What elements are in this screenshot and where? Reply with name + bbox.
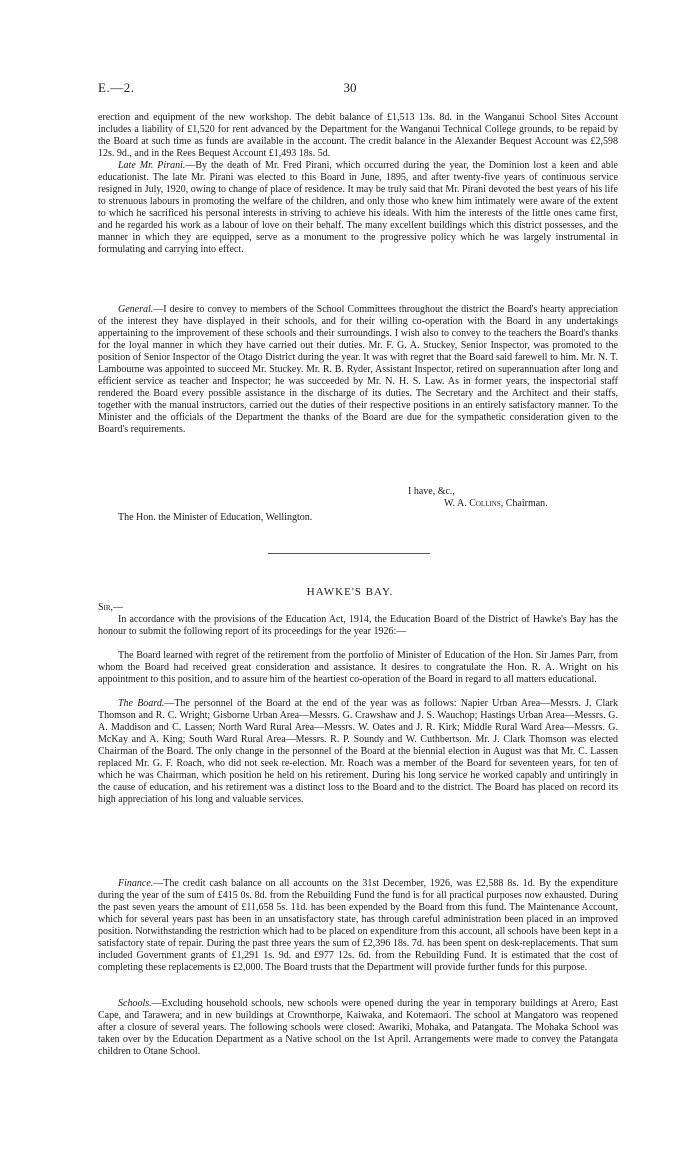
section-divider — [268, 553, 430, 554]
report-reference: E.—2. — [98, 80, 135, 95]
signatory-title: , Chairman. — [500, 498, 548, 509]
paragraph-finance — [98, 878, 618, 974]
paragraph-heading: Finance. — [118, 878, 154, 889]
paragraph-text: —Excluding household schools, new schools were opened during the year in temporary buildings at Arero, East Cape, and Tarawera; and in new buildings at Crownthorpe, Kaiwaka, and Kotemaori. The school at Mangatoro was reopened after a closure of several years. The following schools were closed: Awariki, Mohaka, and Patangata. The Mohaka School was taken over by the Education Department as a Native school on the 1st April. Arrangements were made to convey the Patangata children to Otane School. — [98, 998, 618, 1057]
signature — [444, 498, 548, 510]
paragraph-general — [98, 304, 618, 436]
signatory-name: W. A. Collins — [444, 498, 501, 509]
paragraph-late-mr-pirani — [98, 160, 618, 256]
paragraph-text: —By the death of Mr. Fred Pirani, which occurred during the year, the Dominion lost a keen and able educationist. The late Mr. Pirani was elected to this Board in June, 1895, and after twenty-five years of continuous service resigned in July, 1920, owing to change of place of residence. It may be truly said that Mr. Pirani devoted the best years of his life to strenuous labours in promoting the welfare of the children, and only those who knew him intimately were aware of the extent to which he sacrificed his personal interests in striving to achieve his ideals. With him the interests of the little ones came first, and he regarded his work as a labour of love on their behalf. The many excellent buildings which this district possesses, and the manner in which they are equipped, serve as a monument to the progressive policy which he was largely instrumental in formulating and carrying into effect. — [98, 160, 618, 255]
paragraph-wanganui-accounts: erection and equipment of the new workshop. The debit balance of £1,513 13s. 8d. in the Wanganui School Sites Account includes a liability of £1,520 for rent advanced by the Department for the Wanganui Technical College grounds, to be repaid by the Board at such time as funds are available in the account. The credit balance in the Alexander Bequest Account was £2,598 12s. 9d., and in the Rees Bequest Account £1,493 18s. 5d. — [98, 112, 618, 159]
paragraph-the-board — [98, 698, 618, 806]
addressee-line: The Hon. the Minister of Education, Wellington. — [118, 512, 313, 523]
paragraph-heading: Schools. — [118, 998, 152, 1009]
section-title: HAWKE'S BAY. — [306, 586, 394, 598]
paragraph-schools — [98, 998, 618, 1058]
closing-line: I have, &c., — [408, 486, 455, 497]
page-number: 30 — [343, 80, 357, 95]
paragraph-text: —The personnel of the Board at the end of the year was as follows: Napier Urban Area—Messrs. J. Clark Thomson and R. C. Wright; Gisborne Urban Area—Messrs. G. Crawshaw and J. S. Wauchop; Hastings Urban Area—Messrs. G. A. Maddison and C. Lassen; North Ward Rural Area—Messrs. W. Oates and J. R. Kirk; Middle Rural Ward Area—Messrs. G. McKay and A. King; South Ward Rural Area—Messrs. R. P. Soundy and W. Cuthbertson. Mr. J. Clark Thomson was elected Chairman of the Board. The only change in the personnel of the Board at the biennial election in August was that Mr. C. Lassen replaced Mr. G. F. Roach, who did not seek re-election. Mr. Roach was a member of the Board for seventeen years, for ten of which he was Chairman, which position he held on his retirement. During his long service he worked capably and untiringly in the cause of education, and his retirement was a distinct loss to the Board and to the district. The Board has placed on record its high appreciation of his long and valuable services. — [98, 698, 618, 805]
paragraph-heading: The Board. — [118, 698, 165, 709]
paragraph-heading: General. — [118, 304, 154, 315]
paragraph-text: —I desire to convey to members of the School Committees throughout the district the Board's hearty appreciation of the interest they have displayed in their schools, and for their willing co-operation with the Board in any undertakings appertaining to the improvement of these schools and their surroundings. I wish also to convey to the teachers the Board's thanks for the loyal manner in which they have carried out their duties. Mr. F. G. A. Stuckey, Senior Inspector, was promoted to the position of Senior Inspector of the Otago District during the year. It was with regret that the Board said farewell to him. Mr. N. T. Lambourne was appointed to succeed Mr. Stuckey. Mr. R. B. Ryder, Assistant Inspector, retired on superannuation after long and efficient service as teacher and Inspector; he was succeeded by Mr. N. H. S. Law. As in former years, the inspectorial staff rendered the Board every possible assistance in the discharge of its duties. The Secretary and the Architect and their staffs, together with the manual instructors, carried out the duties of their respective positions in an entirely satisfactory manner. To the Minister and the officials of the Department the thanks of the Board are due for the sympathetic consideration given to the Board's requirements. — [98, 304, 618, 435]
paragraph-introduction: In accordance with the provisions of the Education Act, 1914, the Education Board of the District of Hawke's Bay has the honour to submit the following report of its proceedings for the year 1926:— — [98, 614, 618, 637]
paragraph-heading: Late Mr. Pirani. — [118, 160, 186, 171]
paragraph-text: —The credit cash balance on all accounts on the 31st December, 1926, was £2,588 8s. 1d. By the expenditure during the year of the sum of £415 0s. 8d. from the Rebuilding Fund the fund is for all practical purposes now exhausted. During the past seven years the amount of £11,658 5s. 11d. has been expended by the Board from this fund. The Maintenance Account, which for several years past has been in an unsatisfactory state, has through careful administration been placed in an improved position. Notwithstanding the restriction which had to be placed on expenditure from this account, all schools have been kept in a satisfactory state of repair. During the past three years the sum of £2,396 18s. 7d. has been spent on desk-replacements. That sum included Government grants of £1,291 1s. 9d. and £977 12s. 6d. from the Rebuilding Fund. It is estimated that the cost of completing these replacements is £2,000. The Board trusts that the Department will provide further funds for this purpose. — [98, 878, 618, 973]
salutation: Sir,— — [98, 602, 124, 613]
page-header — [0, 80, 700, 100]
paragraph-minister-retirement: The Board learned with regret of the retirement from the portfolio of Minister of Education of the Hon. Sir James Parr, from whom the Board had received great consideration and assistance. It desires to congratulate the Hon. R. A. Wright on his appointment to this position, and to assure him of the heartiest co-operation of the Board in regard to all matters educational. — [98, 650, 618, 685]
